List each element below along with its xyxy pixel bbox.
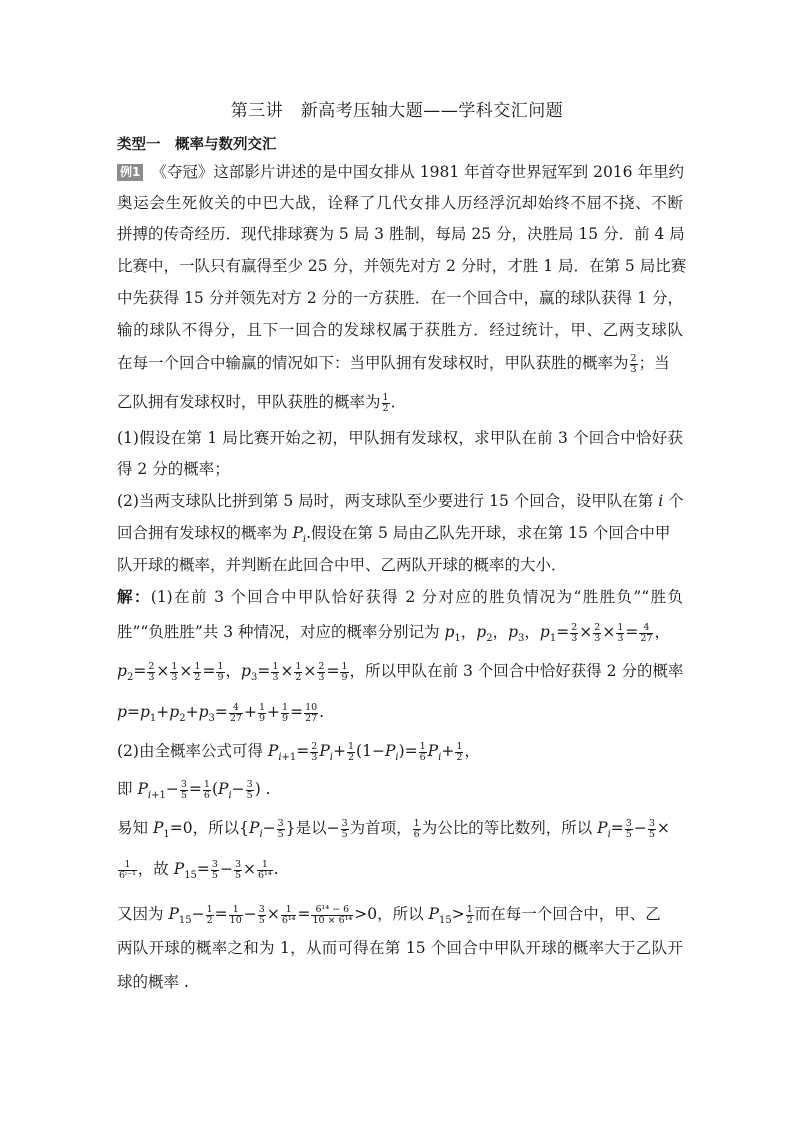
- page-title: 第三讲 新高考压轴大题——学科交汇问题: [230, 101, 564, 121]
- example-badge: 例1: [117, 164, 143, 181]
- solution-line-3: $p_2=$ $\frac{2}{3}$ × $\frac{1}{3}$ × $\frac{1}{2}$ = $\frac{1}{9}$ ，$p_3=$ $\frac{1}{3}$ × $\frac{1}{2}$ × $\frac{2}{3}$ = $\frac{1}{9}$ ，所以甲队在前 3 个回合中恰好获得 2 分的概率: [117, 660, 684, 684]
- problem-line-5: 中先获得 15 分并领先对方 2 分的一方获胜．在一个回合中，赢的球队获得 1 分，: [117, 289, 683, 307]
- solution-line-5: (2)由全概率公式可得 $P_{i+1}=$ $\frac{2}{3}$ $P_i+$ $\frac{1}{2}$ $(1-P_i)=$ $\frac{1}{6}$ $P_i+$ $\frac{1}{2}$ ，: [117, 740, 480, 764]
- solution-line-8: $\frac{1}{\text{6ⁱ⁻¹}}$ ，故 $P_{15}=$ $\frac{3}{5}$ − $\frac{3}{5}$ × $\frac{1}{\text{6¹⁴}}$ .: [119, 858, 279, 882]
- problem-line-8: 乙队拥有发球权时，甲队获胜的概率为 $\frac{1}{2}$ ．: [117, 391, 407, 414]
- solution-line-11: 球的概率 .: [117, 973, 189, 991]
- question-1-line-1: (1)假设在第 1 局比赛开始之初，甲队拥有发球权，求甲队在前 3 个回合中恰好获: [117, 429, 683, 447]
- section-title: 类型一 概率与数列交汇: [117, 137, 277, 153]
- problem-line-3: 拼搏的传奇经历．现代排球赛为 5 局 3 胜制，每局 25 分，决胜局 15 分．前 4 局: [117, 225, 685, 243]
- fraction: $\frac{2}{3}$: [630, 352, 637, 375]
- problem-line-2: 奥运会生死攸关的中巴大战，诠释了几代女排人历经浮沉却始终不屈不挠、不断: [117, 194, 683, 212]
- question-2-line-3: 队开球的概率，并判断在此回合中甲、乙两队开球的概率的大小．: [117, 556, 567, 574]
- solution-line-7: 易知 $P_1=0$，所以{$P_i-$ $\frac{3}{5}$ }是以− $\frac{3}{5}$ 为首项， $\frac{1}{6}$ 为公比的等比数列，所以 $P_i=$ $\frac{3}{5}$ − $\frac{3}{5}$ ×: [117, 817, 670, 841]
- solution-line-2: 胜”“负胜胜”共 3 种情况，对应的概率分别记为 $p_1$，$p_2$，$p_3$，$p_1=$ $\frac{2}{3}$ × $\frac{2}{3}$ × $\frac{1}{3}$ = $\frac{4}{27}$ ，: [117, 621, 670, 645]
- solution-line-6: 即 $P_{i+1}-$ $\frac{3}{5}$ = $\frac{1}{6}$ ($P_i-$ $\frac{3}{5}$ ) .: [117, 778, 271, 802]
- question-1-line-2: 得 2 分的概率；: [117, 460, 230, 478]
- solution-line-9: 又因为 $P_{15}-$ $\frac{1}{2}$ = $\frac{1}{10}$ − $\frac{3}{5}$ × $\frac{1}{\text{6¹⁴}}$ = $\frac{\text{6¹⁴ − 6}}{\text{10 × 6¹⁴}}$ >0，所以 $P_{15}>$ $\frac{1}{2}$ 而在每一个回合中，甲、乙: [117, 903, 661, 927]
- problem-line-4: 比赛中，一队只有赢得至少 25 分，并领先对方 2 分时，才胜 1 局．在第 5 局比赛: [117, 257, 687, 275]
- solution-line-10: 两队开球的概率之和为 1，从而可得在第 15 个回合中甲队开球的概率大于乙队开: [117, 939, 683, 957]
- fraction: $\frac{1}{2}$: [382, 391, 389, 414]
- solution-line-1: 解：(1)在前 3 个回合中甲队恰好获得 2 分对应的胜负情况为“胜胜负”“胜负: [117, 588, 683, 606]
- question-2-line-2: 回合拥有发球权的概率为 $P_i$.假设在第 5 局由乙队先开球，求在第 15 个回合中甲: [117, 524, 671, 546]
- problem-line-1: 例1 《夺冠》这部影片讲述的是中国女排从 1981 年首夺世界冠军到 2016 年里约: [117, 162, 683, 182]
- problem-line-7: 在每一个回合中输赢的情况如下：当甲队拥有发球权时，甲队获胜的概率为 $\frac{2}{3}$ ；当: [117, 352, 670, 375]
- problem-line-6: 输的球队不得分，且下一回合的发球权属于获胜方．经过统计，甲、乙两支球队: [117, 321, 683, 339]
- question-2-line-1: (2)当两支球队比拼到第 5 局时，两支球队至少要进行 15 个回合，设甲队在第 i 个: [117, 492, 684, 510]
- solution-line-4: $p=p_1+p_2+p_3=$ $\frac{4}{27}$ + $\frac{1}{9}$ + $\frac{1}{9}$ = $\frac{10}{27}$ .: [117, 701, 325, 725]
